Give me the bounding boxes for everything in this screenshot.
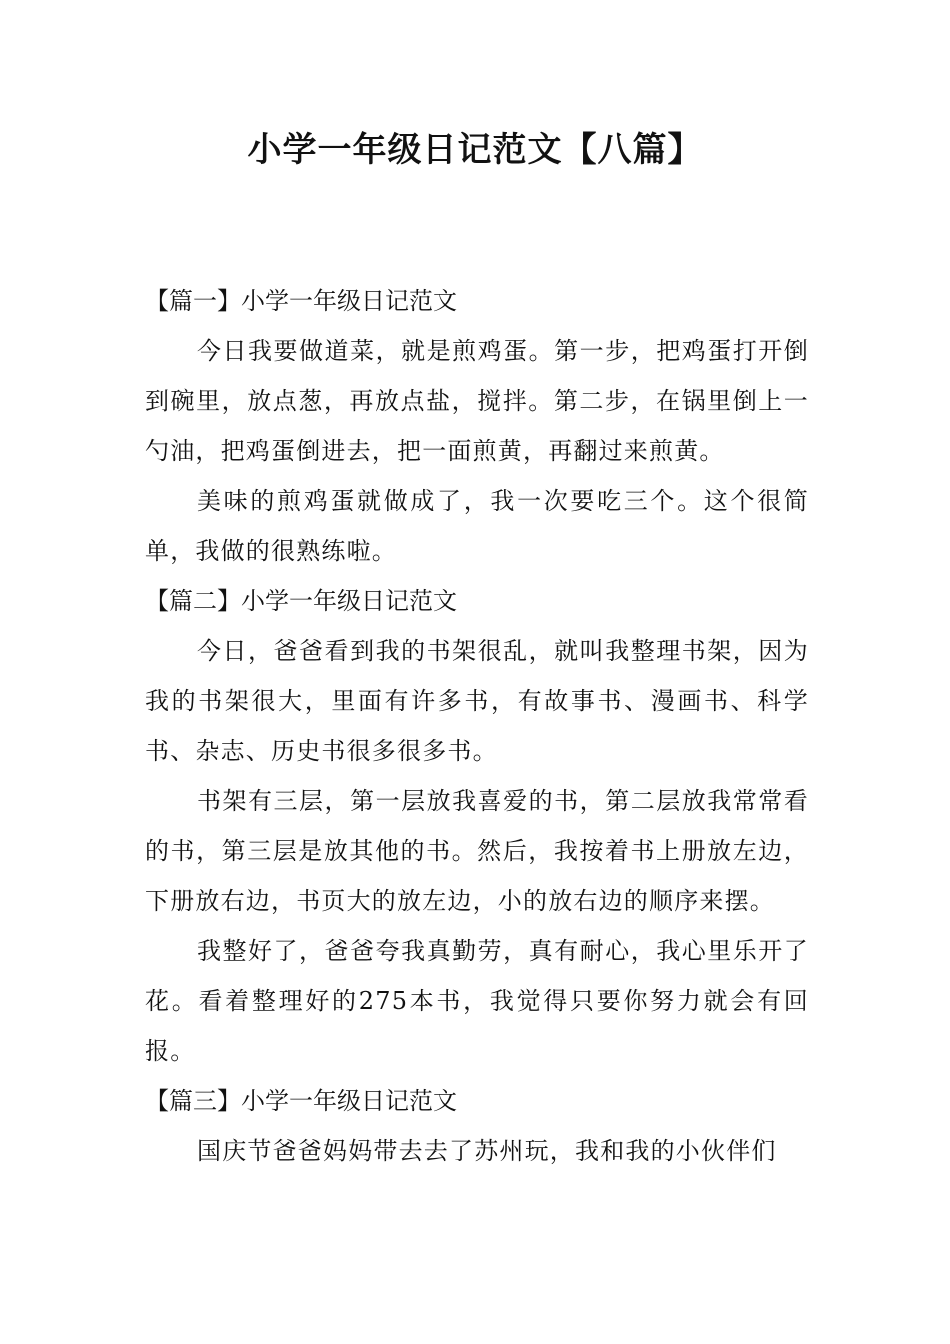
paragraph: 今日，爸爸看到我的书架很乱，就叫我整理书架，因为我的书架很大，里面有许多书，有故事书、漫画书、科学书、杂志、历史书很多很多书。 — [145, 637, 809, 765]
section-heading: 【篇一】小学一年级日记范文 — [145, 287, 457, 315]
paragraph: 美味的煎鸡蛋就做成了，我一次要吃三个。这个很简单，我做的很熟练啦。 — [145, 487, 809, 565]
section-heading: 【篇二】小学一年级日记范文 — [145, 587, 457, 615]
document-body — [145, 276, 809, 1176]
paragraph: 今日我要做道菜，就是煎鸡蛋。第一步，把鸡蛋打开倒到碗里，放点葱，再放点盐，搅拌。第二步，在锅里倒上一勺油，把鸡蛋倒进去，把一面煎黄，再翻过来煎黄。 — [145, 337, 809, 465]
paragraph: 书架有三层，第一层放我喜爱的书，第二层放我常常看的书，第三层是放其他的书。然后，我按着书上册放左边，下册放右边，书页大的放左边，小的放右边的顺序来摆。 — [145, 787, 809, 915]
paragraph: 我整好了，爸爸夸我真勤劳，真有耐心，我心里乐开了花。看着整理好的275本书，我觉得只要你努力就会有回报。 — [145, 937, 809, 1065]
document-title: 小学一年级日记范文【八篇】 — [247, 130, 703, 170]
section-heading: 【篇三】小学一年级日记范文 — [145, 1087, 457, 1115]
paragraph: 国庆节爸爸妈妈带去去了苏州玩，我和我的小伙伴们 — [197, 1137, 777, 1165]
